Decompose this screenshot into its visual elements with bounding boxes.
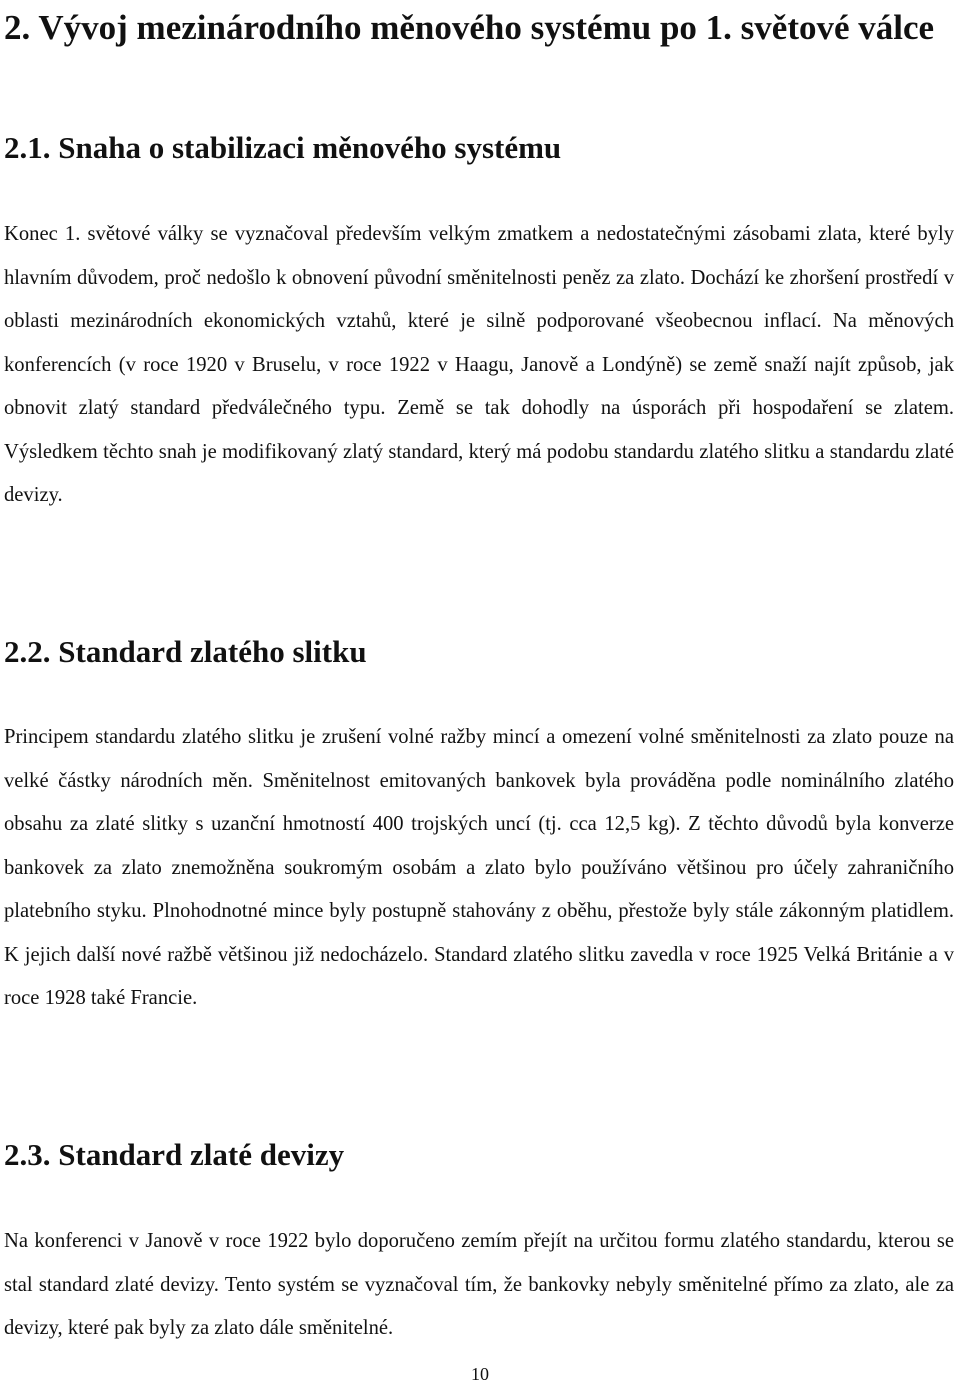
chapter-title: 2. Vývoj mezinárodního měnového systému po 1. světové válce <box>4 8 935 47</box>
section-paragraph-2-2: Principem standardu zlatého slitku je zrušení volné ražby mincí a omezení volné směnitelnosti za zlato pouze na velké částky národních měn. Směnitelnost emitovaných bankovek byla prováděna podle nominálního zlatého obsahu za zlaté slitky s uzanční hmotností 400 trojských uncí (tj. cca 12,5 kg). Z těchto důvodů byla konverze bankovek za zlato znemožněna soukromým osobám a zlato bylo používáno většinou pro účely zahraničního platebního styku. Plnohodnotné mince byly postupně stahovány z oběhu, přestože byly stále zákonným platidlem. K jejich další nové ražbě většinou již nedocházelo. Standard zlatého slitku zavedla v roce 1925 Velká Británie a v roce 1928 také Francie. <box>4 726 954 1009</box>
section-paragraph-2-1: Konec 1. světové války se vyznačoval především velkým zmatkem a nedostatečnými zásobami zlata, které byly hlavním důvodem, proč nedošlo k obnovení původní směnitelnosti peněz za zlato. Dochází ke zhoršení prostředí v oblasti mezinárodních ekonomických vztahů, které je silně podporované všeobecnou inflací. Na měnových konferencích (v roce 1920 v Bruselu, v roce 1922 v Haagu, Janově a Londýně) se země snaží najít způsob, jak obnovit zlatý standard předválečného typu. Země se tak dohodly na úsporách při hospodaření se zlatem. Výsledkem těchto snah je modifikovaný zlatý standard, který má podobu standardu zlatého slitku a standardu zlaté devizy. <box>4 223 954 506</box>
section-heading-2-3: 2.3. Standard zlaté devizy <box>4 1137 345 1172</box>
section-heading-2-1: 2.1. Snaha o stabilizaci měnového systému <box>4 130 562 165</box>
section-paragraph-2-3: Na konferenci v Janově v roce 1922 bylo doporučeno zemím přejít na určitou formu zlatého standardu, kterou se stal standard zlaté devizy. Tento systém se vyznačoval tím, že bankovky nebyly směnitelné přímo za zlato, ale za devizy, které pak byly za zlato dále směnitelné. <box>4 1230 954 1339</box>
section-heading-2-2: 2.2. Standard zlatého slitku <box>4 634 367 669</box>
page-number: 10 <box>471 1364 489 1384</box>
